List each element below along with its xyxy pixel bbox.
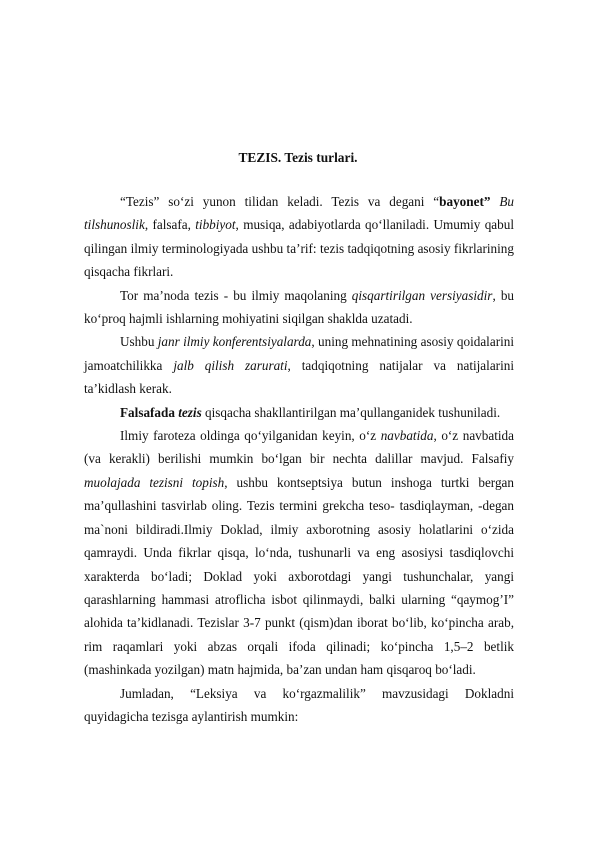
italic-term: jalb qilish zarurati	[173, 357, 288, 373]
paragraph-2	[84, 284, 514, 331]
italic-term: qisqartirilgan versiyasidir	[351, 287, 493, 303]
italic-term: tibbiyot	[195, 217, 236, 233]
page-title: TEZIS. Tezis turlari.	[238, 150, 358, 165]
text-run: qisqacha shakllantirilgan ma’qullanganidek tushuniladi.	[201, 404, 501, 420]
text-run: , tadqiqotning natijalar va natijalarini ta’kidlash kerak.	[84, 357, 514, 397]
text-run: , bu ko‘proq hajmli ishlarning mohiyatini siqilgan shaklda uzatadi.	[84, 287, 515, 327]
italic-term: Bu tilshunoslik	[84, 194, 515, 233]
text-run: Ushbu	[120, 334, 158, 350]
text-run: , o‘z navbatida (va kerakli) berilishi mumkin bo‘lgan bir nechta dalillar mavjud. Falsafiy	[84, 428, 514, 467]
paragraph-5	[84, 424, 514, 681]
italic-term: muolajada tezisni topish	[84, 474, 225, 490]
italic-term: navbatida	[380, 428, 434, 444]
italic-term: janr ilmiy konferentsiyalarda	[157, 334, 312, 350]
paragraph-4	[84, 401, 514, 424]
text-run: Ilmiy faroteza oldinga qo‘yilganidan keyin, o‘z	[120, 428, 381, 444]
paragraph-3	[84, 330, 514, 400]
bold-term: Falsafada	[120, 404, 175, 420]
bold-term: bayonet”	[439, 194, 491, 209]
document-body	[84, 190, 514, 728]
text-run: , uning mehnatining asosiy qoidalarini jamoatchilikka	[84, 334, 515, 373]
paragraph-6	[84, 682, 514, 729]
text-run: , ushbu kontseptsiya butun inshoga turtki bergan ma’qullashini tasvirlab oling. Tezis termini grekcha teso- tasdiqlayman, -degan ma`noni bildiradi.Ilmiy Doklad, ilmiy axborotning asosiy holatlarini o‘zida qamraydi. Unda fikrlar qisqa, lo‘nda, tushunarli va eng asosiysi tasdiqlovchi xarakterda bo‘ladi; Doklad yoki axborotdagi yangi tushunchalar, yangi qarashlarning hammasi atroflicha isbot qilinmaydi, balki ularning “qaymog’I” alohida ta’kidlanadi. Tezislar 3-7 punkt (qism)dan iborat bo‘lib, ko‘pincha arab, rim raqamlari yoki abzas orqali ifoda qilinadi; ko‘pincha 1,5–2 betlik (mashinkada yozilgan) matn hajmida, ba’zan undan ham qisqaroq bo‘ladi.	[84, 474, 514, 678]
text-run: , falsafa,	[144, 217, 196, 233]
text-run: Jumladan, “Leksiya va ko‘rgazmalilik” mavzusidagi Dokladni quyidagicha tezisga aylantirish mumkin:	[84, 685, 514, 724]
text-run: , musiqa, adabiyotlarda qo‘llaniladi. Umumiy qabul qilingan ilmiy terminologiyada ushbu ta’rif: tezis tadqiqotning asosiy fikrlarining qisqacha fikrlari.	[84, 217, 515, 280]
text-run: Tor ma’noda tezis - bu ilmiy maqolaning	[120, 287, 352, 303]
paragraph-1	[84, 190, 514, 284]
text-run: “Tezis” so‘zi yunon tilidan keladi. Tezis va degani “	[120, 194, 440, 209]
bold-italic-term: tezis	[178, 404, 202, 420]
